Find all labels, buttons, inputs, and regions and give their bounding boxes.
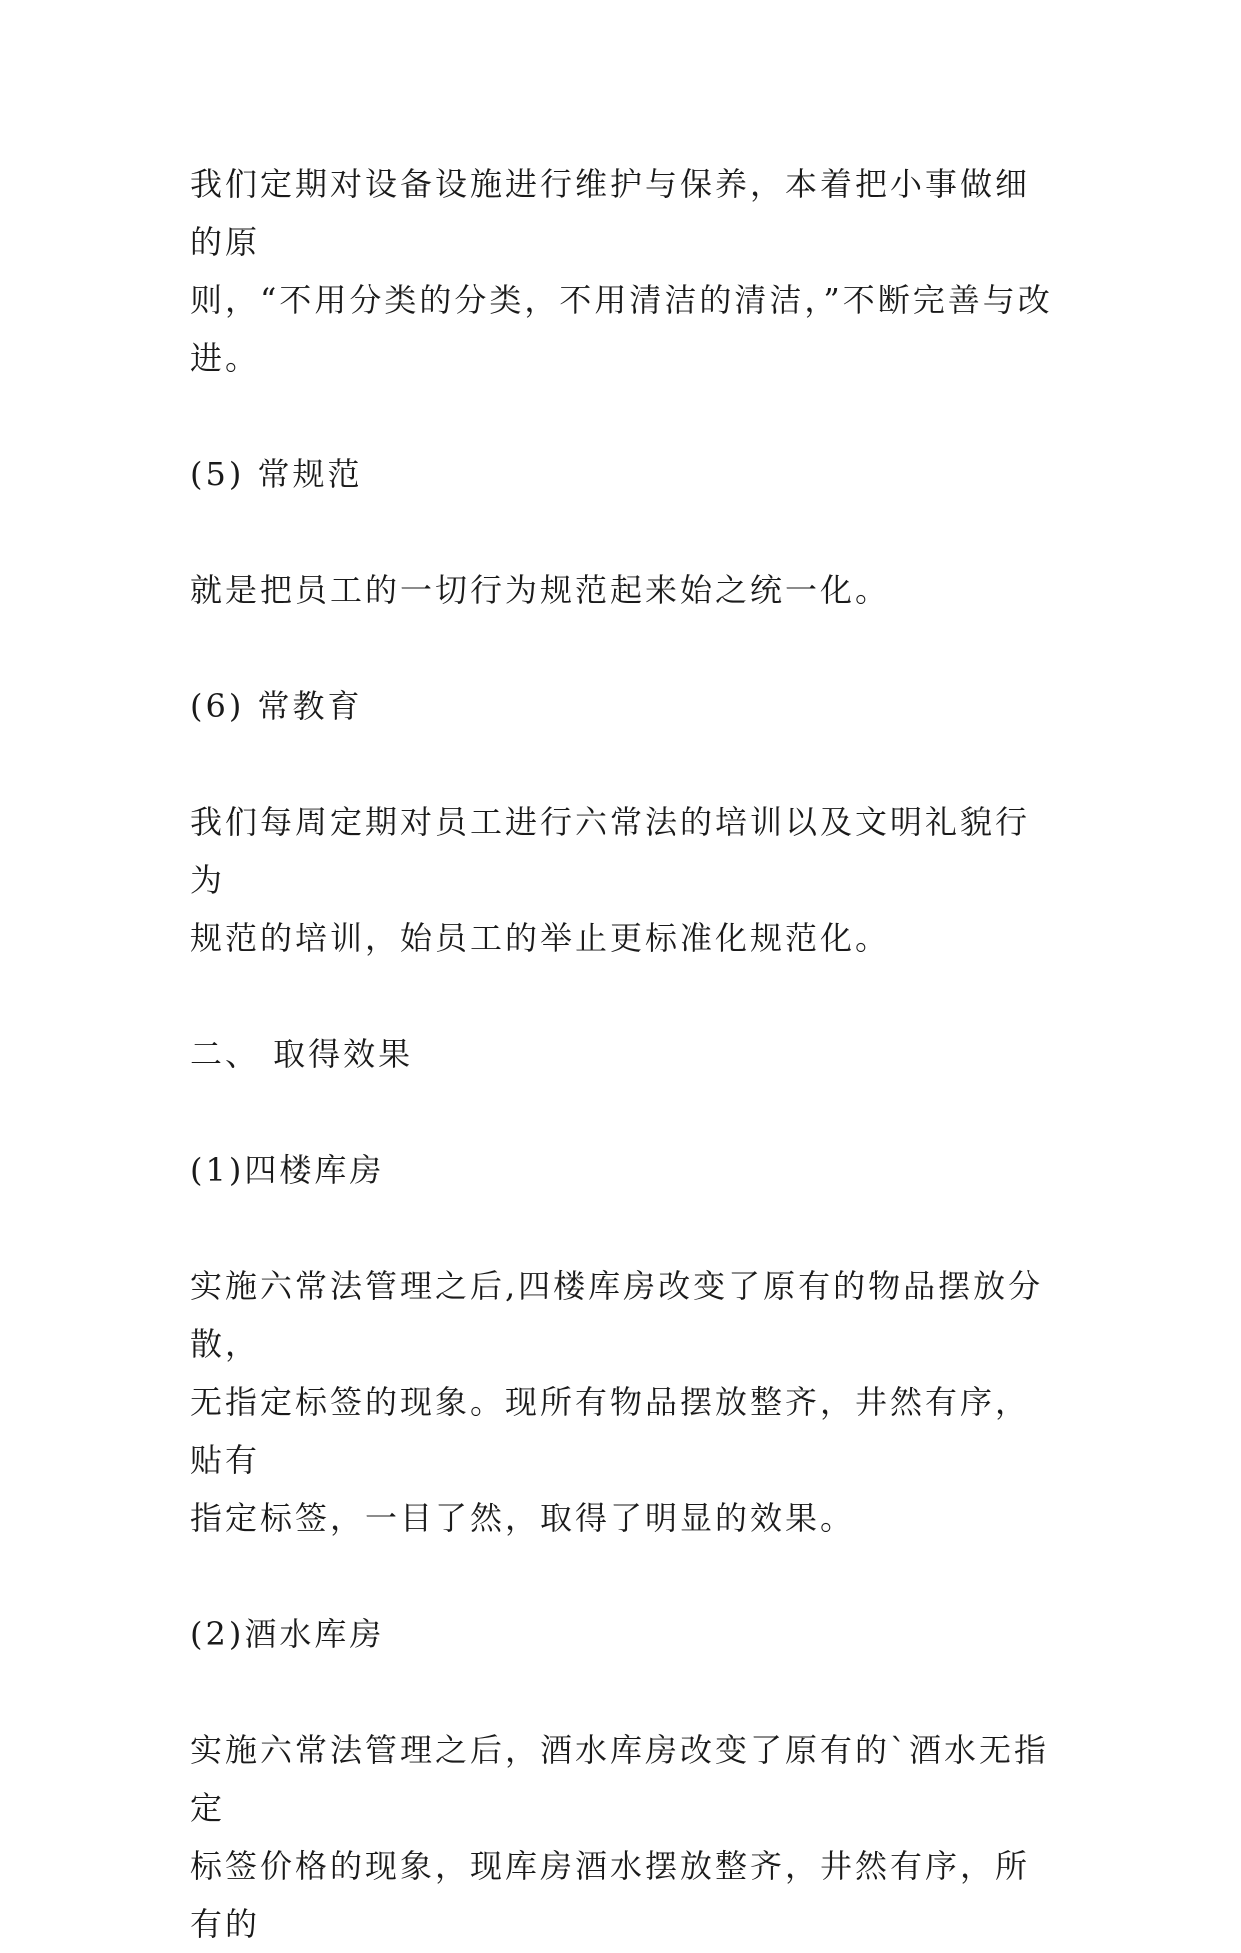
spacer (190, 1547, 1060, 1605)
text-line: 无指定标签的现象。现所有物品摆放整齐，井然有序，贴有 (190, 1383, 1031, 1479)
heading-beverage-storeroom: (2)酒水库房 (190, 1615, 385, 1653)
text-line: 实施六常法管理之后，酒水库房改变了原有的`酒水无指定 (190, 1731, 1050, 1827)
text-line: 实施六常法管理之后,四楼库房改变了原有的物品摆放分散， (190, 1267, 1044, 1363)
document-body (190, 155, 1060, 1953)
heading-results: 二、 取得效果 (190, 1035, 414, 1073)
spacer (190, 619, 1060, 677)
spacer (190, 387, 1060, 445)
heading-education: (6) 常教育 (190, 687, 363, 725)
spacer (190, 1083, 1060, 1141)
text-line: 就是把员工的一切行为规范起来始之统一化。 (190, 571, 891, 609)
paragraph-maintenance (190, 155, 1060, 387)
spacer (190, 735, 1060, 793)
heading-fourth-floor-storeroom: (1)四楼库房 (190, 1151, 385, 1189)
text-line: 指定标签，一目了然，取得了明显的效果。 (190, 1499, 856, 1537)
paragraph-beverage-storeroom (190, 1721, 1060, 1953)
paragraph-regulation (190, 561, 1060, 619)
text-line: 则，“不用分类的分类，不用清洁的清洁，”不断完善与改进。 (190, 281, 1053, 377)
text-line: 规范的培训，始员工的举止更标准化规范化。 (190, 919, 891, 957)
spacer (190, 1199, 1060, 1257)
text-line: 我们定期对设备设施进行维护与保养，本着把小事做细的原 (190, 165, 1031, 261)
spacer (190, 503, 1060, 561)
heading-regulation: (5) 常规范 (190, 455, 363, 493)
text-line: 标签价格的现象，现库房酒水摆放整齐，井然有序，所有的 (190, 1847, 1031, 1943)
paragraph-education (190, 793, 1060, 967)
spacer (190, 1663, 1060, 1721)
spacer (190, 967, 1060, 1025)
paragraph-fourth-floor-storeroom (190, 1257, 1060, 1547)
text-line: 我们每周定期对员工进行六常法的培训以及文明礼貌行为 (190, 803, 1031, 899)
